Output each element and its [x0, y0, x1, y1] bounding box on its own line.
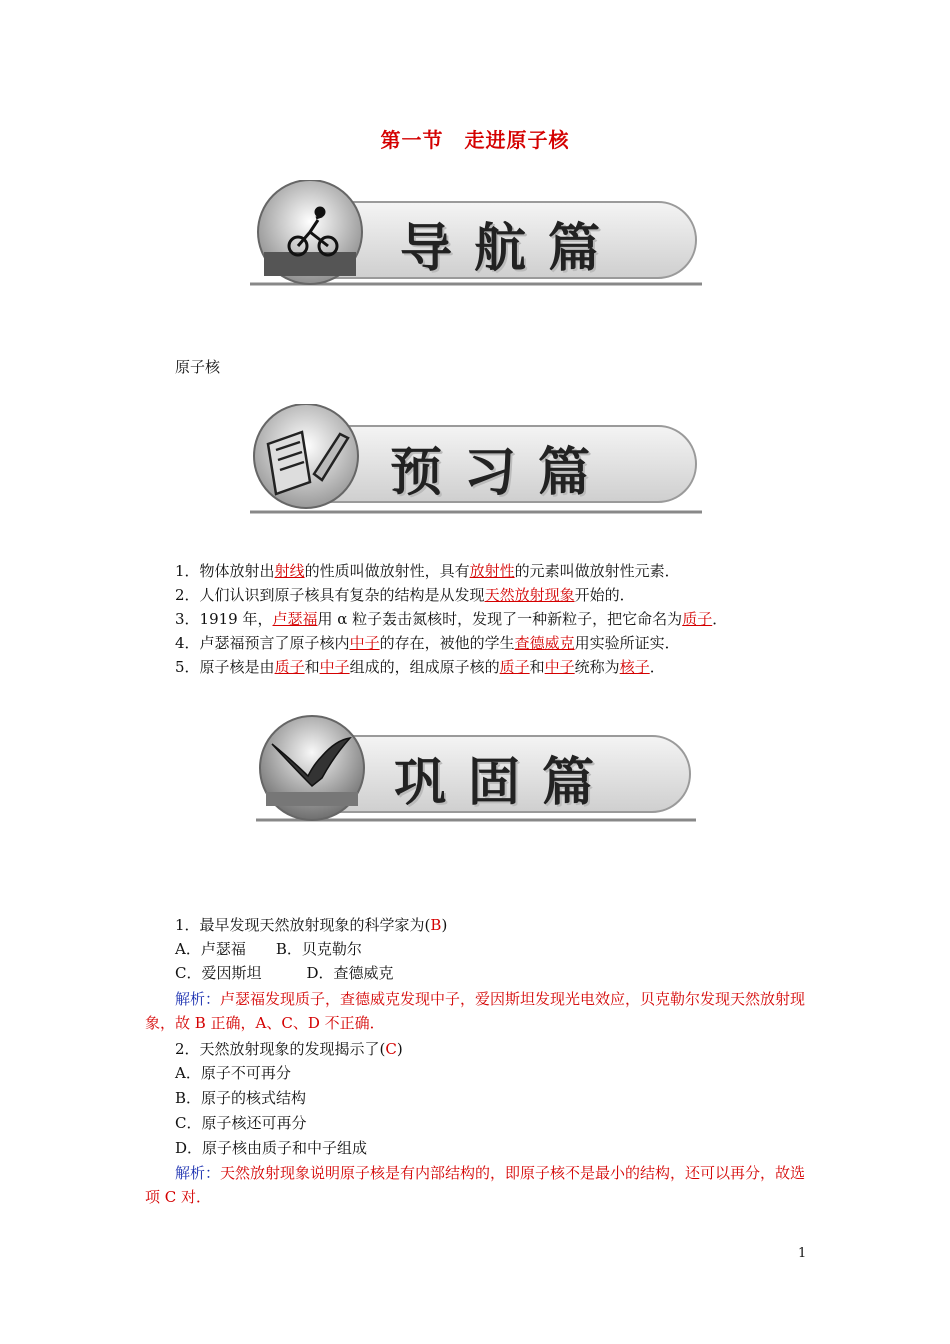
answer-blank: 天然放射现象 [484, 586, 575, 604]
question-1-stem: 1．最早发现天然放射现象的科学家为(B) [175, 916, 448, 934]
nav-text: 原子核 [175, 358, 221, 376]
answer-blank: 放射性 [469, 562, 515, 580]
answer-blank: 质子 [274, 658, 305, 676]
answer-blank: 中子 [319, 658, 350, 676]
banner-label: 导航篇 [400, 219, 623, 279]
page-title: 第一节 走进原子核 [380, 128, 570, 152]
preview-item: 3．1919 年，卢瑟福用 α 粒子轰击氮核时，发现了一种新粒子，把它命名为质子． [175, 610, 728, 628]
answer-choice: B [430, 916, 442, 934]
answer-blank: 质子 [499, 658, 530, 676]
question-2-option: A．原子不可再分 [175, 1064, 291, 1082]
question-1-options: C．爱因斯坦 D．查德威克 [175, 964, 394, 982]
answer-blank: 中子 [544, 658, 575, 676]
preview-item: 5．原子核是由质子和中子组成的，组成原子核的质子和中子统称为核子． [175, 658, 665, 676]
answer-choice: C [385, 1040, 397, 1058]
question-1-analysis: 解析：卢瑟福发现质子，查德威克发现中子，爱因斯坦发现光电效应，贝克勒尔发现天然放射现象，故 B 正确，A、C、D 不正确． [145, 990, 806, 1032]
banner-label: 预习篇 [390, 443, 613, 503]
answer-blank: 核子 [619, 658, 650, 676]
question-1-options: A．卢瑟福 B．贝克勒尔 [175, 940, 362, 958]
answer-blank: 质子 [682, 610, 713, 628]
preview-item: 4．卢瑟福预言了原子核内中子的存在，被他的学生查德威克用实验所证实． [175, 634, 680, 652]
preview-item: 2．人们认识到原子核具有复杂的结构是从发现天然放射现象开始的． [175, 586, 635, 604]
question-2-option: B．原子的核式结构 [175, 1089, 307, 1107]
question-2-option: D．原子核由质子和中子组成 [175, 1139, 368, 1157]
banner-label: 巩固篇 [394, 753, 617, 813]
page-number: 1 [798, 1246, 807, 1261]
banner-preview [250, 404, 702, 516]
answer-blank: 卢瑟福 [272, 610, 318, 628]
banner-navigation [250, 180, 702, 292]
question-2-analysis: 解析：天然放射现象说明原子核是有内部结构的，即原子核不是最小的结构，还可以再分，故选项 C 对． [145, 1164, 806, 1206]
question-2-option: C．原子核还可再分 [175, 1114, 307, 1132]
analysis-label: 解析： [175, 990, 221, 1008]
answer-blank: 中子 [349, 634, 380, 652]
question-2-stem: 2．天然放射现象的发现揭示了(C) [175, 1040, 403, 1058]
preview-item: 1．物体放射出射线的性质叫做放射性，具有放射性的元素叫做放射性元素． [175, 562, 680, 580]
answer-blank: 射线 [274, 562, 305, 580]
answer-blank: 查德威克 [514, 634, 575, 652]
analysis-label: 解析： [175, 1164, 221, 1182]
banner-consolidate [250, 714, 702, 826]
